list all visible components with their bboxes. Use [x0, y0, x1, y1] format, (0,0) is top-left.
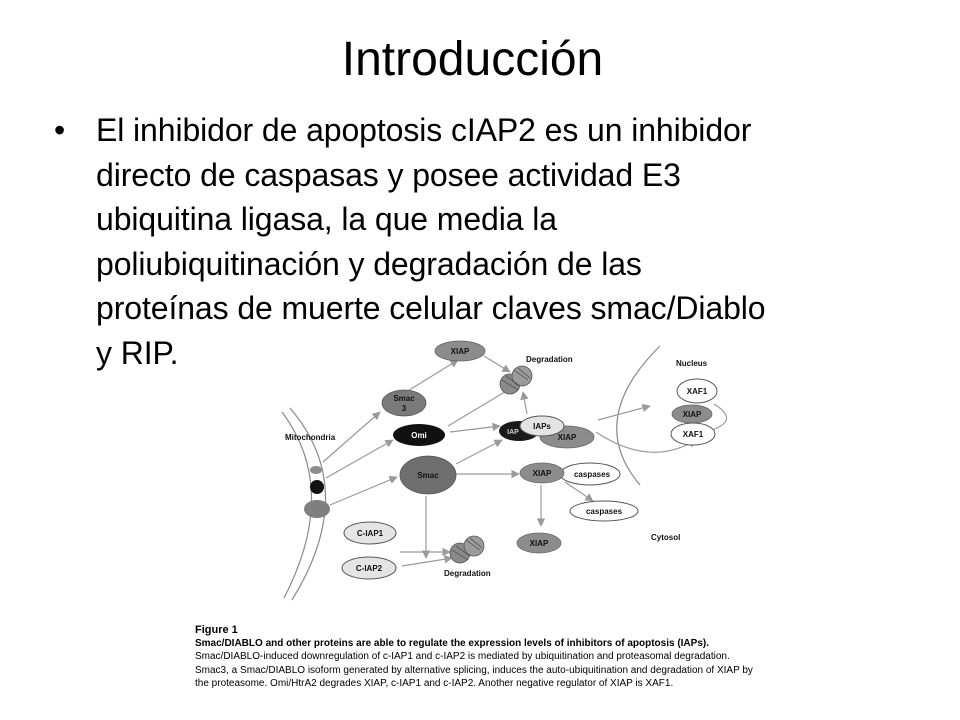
mito-dot-black: [310, 480, 324, 494]
caption-line-2: Smac3, a Smac/DIABLO isoform generated by alternative splicing, induces the auto-ubiquitination and degradation of XIAP by: [195, 664, 753, 676]
omi-label: Omi: [411, 431, 427, 440]
degradation-bottom-label: Degradation: [444, 569, 491, 578]
arrow-mito-smac: [330, 477, 397, 505]
xiap-top-label: XIAP: [450, 347, 470, 356]
mito-dot-small: [310, 466, 322, 474]
arrow-omi-degradation: [448, 387, 513, 426]
bullet-line-3: ubiquitina ligasa, la que media la: [96, 201, 557, 237]
mito-dot-large: [304, 500, 330, 518]
xiap-nucleus-label: XIAP: [682, 410, 702, 419]
bullet-line-1: El inhibidor de apoptosis cIAP2 es un inhibidor: [96, 112, 752, 148]
iaps-label: IAPs: [533, 422, 551, 431]
smac3-label-line2: 3: [401, 404, 407, 413]
smac-label: Smac: [417, 471, 439, 480]
bullet-line-5: proteínas de muerte celular claves smac/Diablo: [96, 290, 766, 326]
caption-line-3: the proteasome. Omi/HtrA2 degrades XIAP, c-IAP1 and c-IAP2. Another negative regulator of XIAP is XAF1.: [195, 677, 674, 689]
nucleus-membrane: [617, 346, 660, 485]
arrow-ciap2-degradation: [402, 558, 452, 566]
bullet-line-2: directo de caspasas y posee actividad E3: [96, 156, 681, 193]
iap-hidden-label: IAP: [507, 429, 519, 436]
xiap-caspases-label: XIAP: [532, 469, 552, 478]
mitochondria-label: Mitochondria: [285, 433, 336, 442]
arrow-smac3-xiap-top: [406, 360, 458, 392]
arrow-omi-iaps: [450, 426, 500, 432]
bullet-line-6: y RIP.: [96, 334, 179, 371]
caption-line-1: Smac/DIABLO-induced downregulation of c-IAP1 and c-IAP2 is mediated by ubiquitination and proteasomal degradation.: [195, 651, 730, 663]
degradation-top-label: Degradation: [526, 355, 573, 364]
figure-caption: [195, 624, 835, 690]
bullet-dot: •: [54, 112, 66, 148]
xiap-bottom-label: XIAP: [529, 539, 549, 548]
arrow-iaps-degradation: [523, 392, 527, 414]
smac3-label-line1: Smac: [393, 394, 415, 403]
xaf1-a-label: XAF1: [686, 387, 708, 396]
ciap2-label: C-IAP2: [355, 564, 383, 573]
caption-figure-label: Figure 1: [195, 624, 238, 636]
cytosol-label: Cytosol: [651, 533, 681, 542]
arrow-xiap-degradation: [484, 356, 510, 372]
slide-title: Introducción: [341, 33, 604, 86]
bullet-line-4: poliubiquitinación y degradación de las: [96, 245, 642, 282]
xiap-cluster-label: XIAP: [557, 433, 577, 442]
caspases-a-label: caspases: [573, 470, 611, 479]
caspases-b-label: caspases: [585, 507, 623, 516]
arrow-xiap-cluster-nucleus: [598, 406, 650, 420]
arrow-smac-iaps: [456, 440, 502, 464]
arrow-xaf1-loop-right: [712, 404, 727, 430]
proteasome-top: [500, 366, 532, 394]
caption-heading: Smac/DIABLO and other proteins are able to regulate the expression levels of inhibitors of apoptosis (IAPs).: [195, 638, 709, 650]
proteasome-bottom: [450, 536, 484, 563]
nucleus-label: Nucleus: [676, 359, 708, 368]
arrow-mito-omi: [326, 440, 393, 478]
xaf1-b-label: XAF1: [682, 430, 704, 439]
ciap1-label: C-IAP1: [356, 529, 384, 538]
